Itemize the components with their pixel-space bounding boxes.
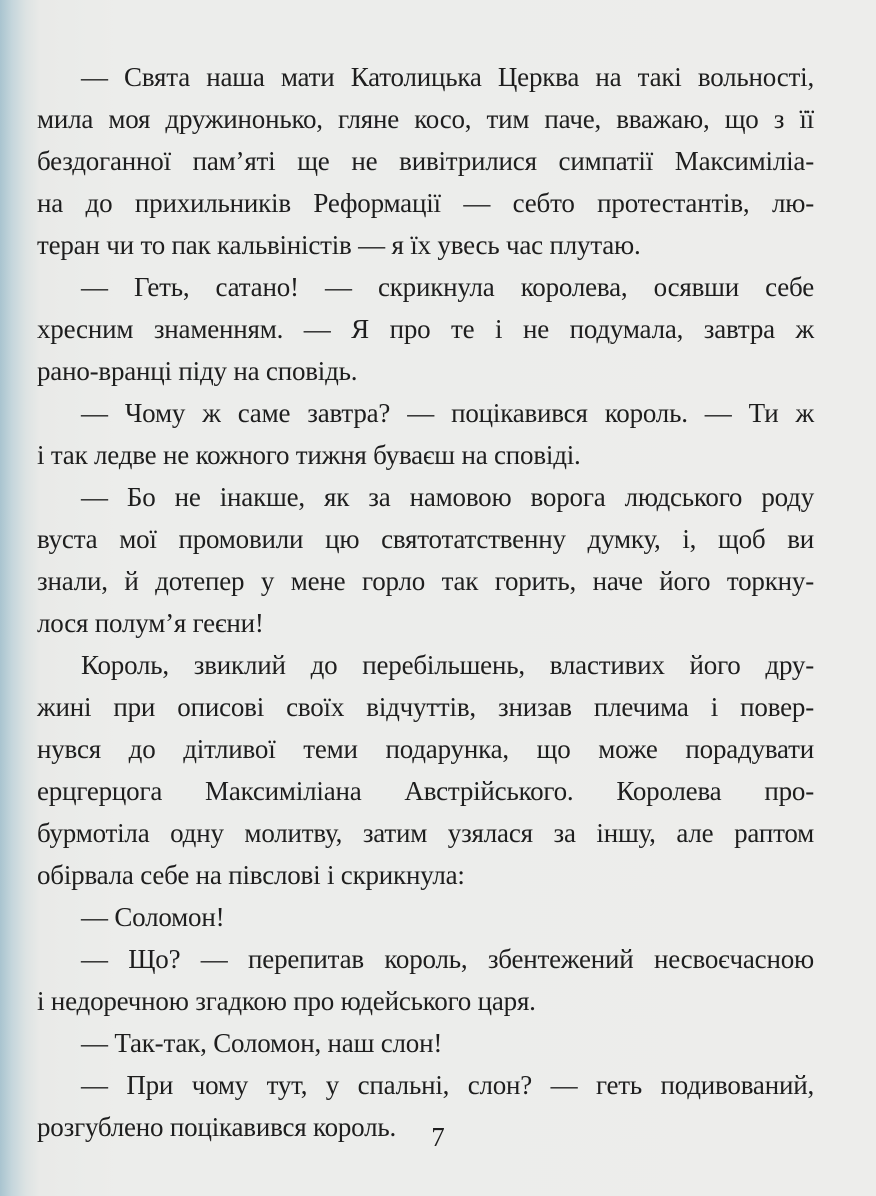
- text-line: — Так-так, Соломон, наш слон!: [81, 1028, 443, 1058]
- text-line: теран чи то пак кальвіністів — я їх увесь час плутаю.: [37, 230, 641, 260]
- text-line: на до прихильників Реформації — себто протестантів, лю-: [37, 188, 814, 218]
- text-line: мила моя дружинонько, гляне косо, тим паче, вважаю, що з її: [37, 104, 814, 134]
- text-line: — Геть, сатано! — скрикнула королева, осявши себе: [81, 272, 814, 302]
- text-line: хресним знаменням. — Я про те і не подумала, завтра ж: [37, 314, 814, 344]
- text-line: обірвала себе на півслові і скрикнула:: [37, 860, 465, 890]
- text-line: бурмотіла одну молитву, затим узялася за іншу, але раптом: [37, 818, 814, 848]
- page-number: 7: [431, 1122, 445, 1152]
- text-line: — Бо не інакше, як за намовою ворога людського роду: [81, 482, 814, 512]
- text-line: рано-вранці піду на сповідь.: [37, 356, 358, 386]
- text-line: розгублено поцікавився король.: [37, 1112, 397, 1142]
- text-line: — Що? — перепитав король, збентежений несвоєчасною: [81, 944, 814, 974]
- text-line: бездоганної пам’яті ще не вивітрилися симпатії Максиміліа-: [37, 146, 814, 176]
- text-line: ерцгерцога Максиміліана Австрійського. Королева про-: [37, 776, 814, 806]
- text-line: — Свята наша мати Католицька Церква на такі вольності,: [81, 62, 814, 92]
- text-line: жині при описові своїх відчуттів, знизав плечима і повер-: [37, 692, 814, 722]
- text-line: і так ледве не кожного тижня буваєш на сповіді.: [37, 440, 581, 470]
- text-line: лося полум’я геєни!: [37, 608, 264, 638]
- page-body-text: [37, 56, 814, 1148]
- text-line: знали, й дотепер у мене горло так горить, наче його торкну-: [37, 566, 814, 596]
- text-line: нувся до дітливої теми подарунка, що може порадувати: [37, 734, 814, 764]
- text-line: — Соломон!: [81, 902, 225, 932]
- text-line: — Чому ж саме завтра? — поцікавився король. — Ти ж: [81, 398, 814, 428]
- text-line: — При чому тут, у спальні, слон? — геть подивований,: [81, 1070, 814, 1100]
- text-line: вуста мої промовили цю святотатственну думку, і, щоб ви: [37, 524, 814, 554]
- text-line: Король, звиклий до перебільшень, властивих його дру-: [81, 650, 814, 680]
- text-line: і недоречною згадкою про юдейського царя.: [37, 986, 536, 1016]
